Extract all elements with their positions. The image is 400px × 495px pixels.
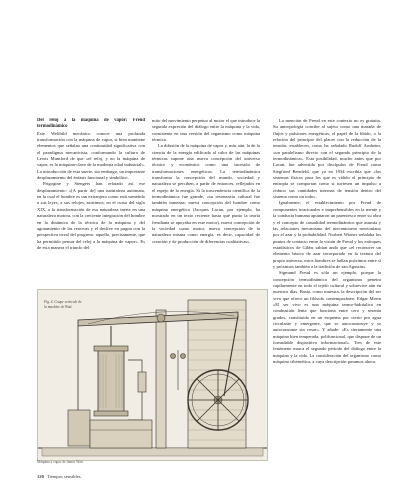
paragraph: Sigmund Freud es sólo un ejemplo, porque la concepción termodinámica del organismo penetra capilarmente en todo el tejido cultural y sobrevive aún en nuestros días. Basta, como muestra, la descripción del ser vivo que ofrece un filósofo contemporáneo: Edgar Morin «El ser vivo es una máquina termo-hidráulica en combustión lenta que funciona entre cero y sesenta grados, constituida en un esquema por cierto por agua circulante y emergente, que se autoconstruye y se autoconsume sin cesar». Y añade: «Es ciertamente una máquina bien temperada, polifuncional, que dispone de un formidable dispositivo informacional». Tres de este fenómeno marca el segundo período del diálogo entre la máquina y la vida. La consideración del organismo como máquina cibernética, a cuya descripción pasamos ahora. bbox=[273, 270, 381, 365]
paragraph: Este Weltbild mecánico conoce una profunda transformación con la máquina de vapor, si bien mantiene elementos que señalan una continuidad significativa con el paradigma mecanicista, conformando la cultura de Lewis Mumford de que «el reloj, y no la máquina de vapor, es la máquina-clave de la moderna edad industrial». La introducción de esta suerte, sin embargo, un importante desplazamiento del énfasis funcional y simbólico. bbox=[37, 130, 145, 181]
paragraph: La mención de Freud en este contexto no es gratuita. Su antropología concibe al sujeto como una maraña de flujos y pulsiones energéticas, el papel de la libido, o la relación del principio del placer con la reducción de la tensión, establecen, como ha señalado Rudolf Arnheim, «un paralelismo directo con el segundo principio de la termodinámica». Esta posibilidad, mucho antes que por Lacan, fue advertida por discípulos de Freud como Siegfried Bernfeld, que ya en 1934 escribía que «los sistemas físicos para los que es válido el principio de entropía se comportan como si tuviesen un impulso a reducir sus cantidades internas de tensión dentro del sistema como un todo». bbox=[273, 118, 381, 200]
section-heading: Del reloj a la máquina de vapor: Freud termodinámico bbox=[37, 118, 145, 130]
figure-caption: Máquina a vapor de James Watt bbox=[37, 460, 83, 464]
steam-engine-engraving bbox=[37, 289, 268, 461]
figure-label: Fig. 4. Coupe verticale de la machine de Watt. bbox=[44, 300, 82, 309]
paragraph: mito del movimiento perpetuo al motor el que introduce la segunda expresión del diálogo entre la máquina y la vida, consistente en una versión del organismo como máquina térmica. bbox=[152, 118, 260, 143]
page-footer bbox=[37, 474, 237, 480]
paragraph: Igualmente, el establecimiento por Freud de componentes irracionales e inaprehensibles en la mente y la conducta humana apuntaron un parentesco entre su obra y el concepto de casualidad termodinámico que asumía y las relaciones mecanismo del mecanicismo newtoniano por el azar y la probabilidad. Norbert Wiener señalaba los puntos de contacto entre la visión de Freud y los enfoques estadísticos de Gibbs sabían ando que «el reconocer un elemento básico de azar incorporado en la textura del propio universo, estos hombres se hallan próximos entre sí y próximos también a la tradición de san Agustín». bbox=[273, 200, 381, 269]
steam-engine-illustration bbox=[38, 290, 267, 460]
running-title: Tiempos sensibles. bbox=[46, 474, 82, 479]
text-column-2 bbox=[152, 118, 260, 288]
paragraph: La difusión de la máquina de vapor y, más aún, la de la ciencia de la energía edificada al calor de las máquinas térmicas supone una nueva concepción del universo técnico y económico como una sucesión de transformaciones energéticas. La termodinámica transforma la concepción del mundo, sociedad y naturaleza se perciben, a partir de entonces, reflejados en el espejo de la energía. Si la trascendencia científica de la termodinámica fue grande, «su resonancia cultural fue también inmensa: nueva concepción del hombre como máquina energética (Jacques Lacan, por ejemplo, ha mostrado en un texto reciente hasta qué punto la teoría freudiana se apoyaba en este motor), nueva concepción de la sociedad como motor, nueva concepción de la naturaleza misma como energía, es decir, capacidad de creación y de producción de diferencias cualitativas». bbox=[152, 143, 260, 244]
page-number: 120 bbox=[37, 474, 44, 479]
text-column-3 bbox=[273, 118, 381, 458]
paragraph: Prigogine y Stengers han relatado así ese desplazamiento: «[A partir de] una naturaleza autómata, en la cual el hombre es tan extranjero como está sometido a sus leyes, a sus relojes, asistimos, en el curso del siglo XIX, a la transformación de esa naturaleza inerte en una naturaleza motora, con la creciente integración del hombre en la dinámica de la técnica de la máquina y del agotamiento de las reservas y el declive en pugna con la perspectiva irreal del progreso, aquello, precisamente, que ha permitido pensar del reloj a la máquina de vapor». Es de esta manera el triunfo del bbox=[37, 181, 145, 250]
